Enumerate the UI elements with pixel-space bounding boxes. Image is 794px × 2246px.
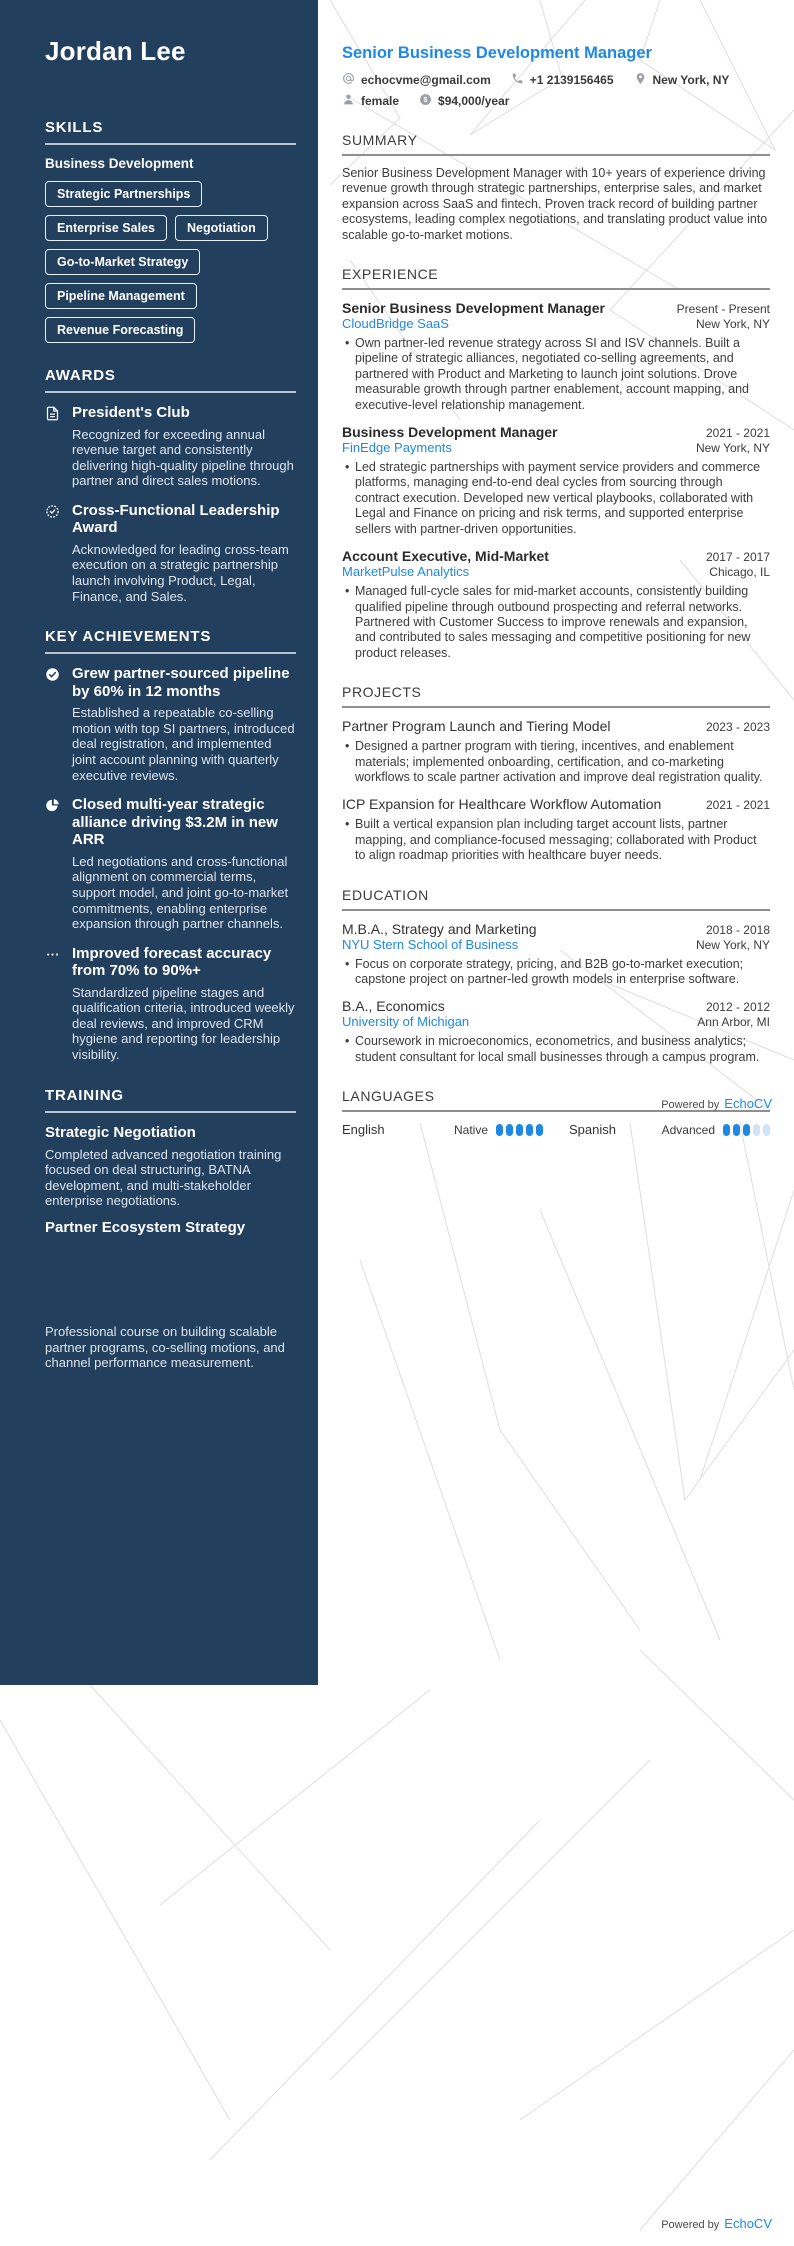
projects-divider [342, 706, 770, 708]
achievement-description: Led negotiations and cross-functional alignment on commercial terms, support model, and joint go-to-market commitments, enabling enterprise expansion through partner channels. [72, 853, 289, 932]
company-link[interactable]: FinEdge Payments [342, 440, 452, 456]
project-entry [342, 796, 770, 863]
contact-location [634, 72, 730, 88]
awards-heading: AWARDS [45, 367, 116, 384]
projects-heading: PROJECTS [342, 684, 422, 701]
location-pin-icon [634, 72, 647, 88]
phone-icon [511, 72, 524, 88]
award-title: Cross-Functional Leadership Award [72, 501, 280, 537]
skill-chip: Strategic Partnerships [45, 181, 202, 207]
achievement-description: Established a repeatable co-selling motion with top SI partners, introduced deal registration, and implemented joint account planning with quarterly executive reviews. [72, 705, 295, 783]
experience-divider [342, 288, 770, 290]
language-level-dots [723, 1124, 770, 1136]
experience-entry [342, 300, 770, 413]
candidate-name: Jordan Lee [45, 36, 186, 66]
resume-headline: Senior Business Development Manager [342, 44, 652, 62]
key-achievements-heading: KEY ACHIEVEMENTS [45, 628, 212, 646]
education-bullet: • Focus on corporate strategy, pricing, and B2B go-to-market execution; capstone project on partner-led growth models in enterprise software. [342, 957, 770, 988]
award-description: Acknowledged for leading cross-team execution on a strategic partnership launch involving Product, Legal, Finance, and Sales. [72, 541, 289, 604]
experience-entry [342, 548, 770, 661]
project-dates: 2021 - 2021 [705, 798, 770, 813]
training-description: Completed advanced negotiation training focused on deal structuring, BATNA development, and multi-stakeholder enterprise negotiations. [45, 1146, 282, 1209]
achievement-item [45, 665, 296, 783]
awards-divider [45, 391, 296, 393]
education-heading: EDUCATION [342, 886, 429, 903]
echocv-brand-link[interactable]: EchoCV [724, 2216, 772, 2231]
achievement-title: Improved forecast accuracy from 70% to 90%+ [72, 944, 272, 980]
job-title: Senior Business Development Manager [342, 300, 605, 317]
contact-phone [511, 72, 614, 88]
project-title: ICP Expansion for Healthcare Workflow Automation [342, 796, 662, 813]
education-location: New York, NY [695, 937, 770, 952]
at-icon [342, 72, 355, 88]
powered-by-footer-page2 [661, 2216, 772, 2231]
key-achievements-divider [45, 652, 296, 654]
experience-section [342, 266, 770, 661]
language-name: English [342, 1122, 385, 1138]
language-item [569, 1122, 770, 1137]
achievement-title: Closed multi-year strategic alliance driving $3.2M in new ARR [72, 796, 278, 849]
education-bullet: • Coursework in microeconomics, econometrics, and business analytics; student consultant for local small businesses through a campus program. [342, 1034, 770, 1065]
contact-phone-value: +1 2139156465 [529, 73, 614, 87]
powered-by-label: Powered by [661, 1099, 720, 1111]
job-bullet: • Managed full-cycle sales for mid-market accounts, consistently building qualified pipeline through outbound prospecting and referral networks. Partnered with Customer Success to improve renewals and expansion, and contributed to sales messaging and competitive positioning for new product releases. [342, 584, 770, 661]
contact-salary-value: $94,000/year [438, 94, 510, 108]
education-divider [342, 909, 770, 911]
language-level-label: Native [453, 1122, 488, 1137]
contact-row [342, 72, 770, 109]
company-link[interactable]: CloudBridge SaaS [342, 316, 449, 332]
pie-chart-icon [45, 796, 72, 931]
sidebar [0, 0, 318, 1685]
contact-email-value: echocvme@gmail.com [361, 73, 491, 87]
key-achievements-section [45, 628, 296, 1062]
skills-divider [45, 143, 296, 145]
award-item [45, 502, 296, 604]
award-title: President's Club [72, 404, 190, 421]
experience-heading: EXPERIENCE [342, 266, 439, 283]
powered-by-footer-page1 [661, 1096, 772, 1111]
summary-heading: SUMMARY [342, 132, 418, 148]
training-section [45, 1087, 296, 1371]
job-bullet: • Led strategic partnerships with payment service providers and commerce platforms, managing end-to-end deal cycles from sourcing through contract execution. Developed new vertical playbooks, collaborated with Legal and Finance on pricing and risk terms, and supported enterprise sellers with partner-driven opportunities. [342, 460, 770, 537]
school-link[interactable]: NYU Stern School of Business [342, 936, 519, 952]
ellipsis-icon [45, 945, 72, 1063]
project-title: Partner Program Launch and Tiering Model [342, 718, 611, 735]
job-location: Chicago, IL [709, 565, 770, 580]
training-description: Professional course on building scalable partner programs, co-selling motions, and channel performance measurement. [45, 1324, 285, 1371]
contact-salary [419, 93, 509, 109]
check-circle-icon [45, 665, 72, 783]
training-divider [45, 1111, 296, 1113]
echocv-brand-link[interactable]: EchoCV [724, 1096, 772, 1111]
education-dates: 2012 - 2012 [705, 1000, 770, 1015]
degree-title: B.A., Economics [342, 998, 445, 1015]
dollar-icon [419, 93, 432, 109]
achievement-item [45, 796, 296, 931]
skill-chip: Pipeline Management [45, 283, 197, 309]
languages-heading: LANGUAGES [342, 1088, 435, 1105]
education-section [342, 887, 770, 1066]
job-dates: 2021 - 2021 [705, 426, 770, 441]
education-location: Ann Arbor, MI [697, 1015, 770, 1030]
award-description: Recognized for exceeding annual revenue target and consistently delivering high-quality pipeline through partner and direct sales motions. [72, 426, 294, 489]
education-entry [342, 998, 770, 1065]
training-title: Partner Ecosystem Strategy [45, 1219, 246, 1237]
powered-by-label: Powered by [661, 2219, 720, 2231]
projects-section [342, 684, 770, 863]
skill-chip: Enterprise Sales [45, 215, 167, 241]
contact-location-value: New York, NY [652, 73, 730, 87]
experience-entry [342, 424, 770, 537]
language-name: Spanish [569, 1122, 616, 1138]
job-title: Business Development Manager [342, 424, 558, 441]
school-link[interactable]: University of Michigan [342, 1014, 470, 1030]
achievement-item [45, 945, 296, 1063]
award-item [45, 404, 296, 489]
training-heading: TRAINING [45, 1086, 124, 1104]
contact-email [342, 72, 491, 88]
job-location: New York, NY [695, 317, 770, 332]
main-content [318, 0, 794, 1137]
svg-text:$: $ [423, 96, 428, 104]
project-entry [342, 718, 770, 785]
summary-divider [342, 154, 770, 156]
project-bullet: • Built a vertical expansion plan including target account lists, partner mapping, and compliance-focused messaging; collaborated with Product to align roadmap priorities with healthcare buyer needs. [342, 817, 770, 863]
education-dates: 2018 - 2018 [705, 922, 770, 937]
job-bullet: • Own partner-led revenue strategy across SI and ISV channels. Built a pipeline of strategic alliances, negotiated co-selling agreements, and partnered with Product and Marketing to launch joint solutions. Drove measurable growth through partner enablement, account mapping, and executive-level relationship management. [342, 336, 770, 413]
achievement-description: Standardized pipeline stages and qualification criteria, introduced weekly deal reviews, and improved CRM hygiene and reporting for leadership visibility. [72, 984, 295, 1063]
job-dates: 2017 - 2017 [705, 550, 770, 565]
skill-chip: Negotiation [175, 215, 268, 241]
seal-icon [45, 502, 72, 604]
project-bullet: • Designed a partner program with tiering, incentives, and enablement materials; implemented onboarding, certification, and co-marketing workflows to scale partner activation and improve deal registration quality. [342, 739, 770, 785]
skills-section [45, 119, 296, 343]
contact-gender [342, 93, 399, 109]
skills-heading: SKILLS [45, 119, 104, 136]
education-entry [342, 921, 770, 988]
document-icon [45, 404, 72, 489]
skill-chip-list [45, 181, 296, 343]
person-icon [342, 93, 355, 109]
awards-section [45, 367, 296, 604]
skills-group-label: Business Development [45, 156, 194, 171]
achievement-title: Grew partner-sourced pipeline by 60% in 12 months [72, 665, 290, 700]
project-dates: 2023 - 2023 [705, 720, 770, 735]
language-level-dots [496, 1124, 543, 1136]
contact-gender-value: female [361, 94, 400, 108]
language-row [342, 1122, 770, 1137]
job-title: Account Executive, Mid-Market [342, 548, 549, 565]
summary-section [342, 132, 770, 243]
job-dates: Present - Present [676, 302, 770, 317]
training-title: Strategic Negotiation [45, 1123, 196, 1141]
language-item [342, 1122, 543, 1137]
skill-chip: Go-to-Market Strategy [45, 249, 200, 275]
skill-chip: Revenue Forecasting [45, 317, 195, 343]
job-location: New York, NY [695, 441, 770, 456]
company-link[interactable]: MarketPulse Analytics [342, 564, 470, 580]
language-level-label: Advanced [661, 1122, 715, 1137]
summary-text: Senior Business Development Manager with 10+ years of experience driving revenue growth through strategic partnerships, enterprise sales, and market expansion across SaaS and fintech. Proven track record of building partner ecosystems, leading complex negotiations, and translating product value into scalable go-to-market motions. [342, 166, 768, 242]
degree-title: M.B.A., Strategy and Marketing [342, 920, 537, 937]
